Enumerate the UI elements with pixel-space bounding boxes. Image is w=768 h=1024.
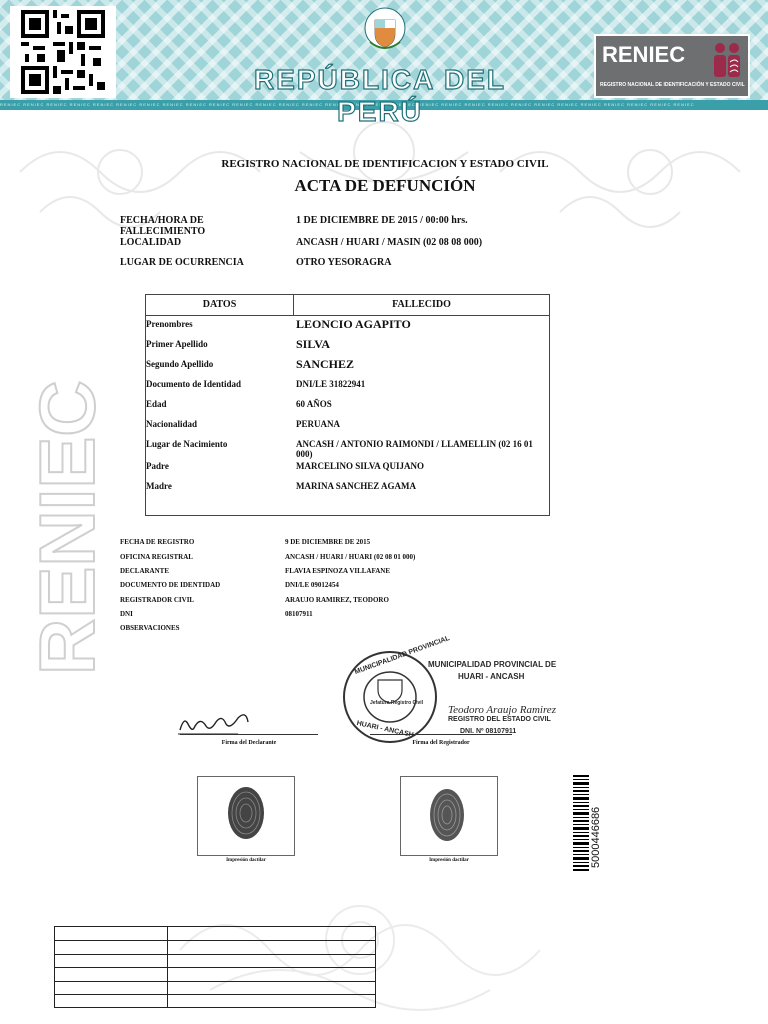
right-fingerprint-caption: Impresión dactilar — [429, 858, 469, 863]
row-value: SILVA — [296, 337, 331, 351]
left-fingerprint-box — [197, 776, 295, 856]
declarant-signature-line — [180, 734, 318, 735]
watermark-text: RENIEC — [23, 380, 111, 675]
background-ornament — [0, 112, 768, 312]
row-value: LEONCIO AGAPITO — [296, 317, 411, 331]
registrar-caption: Firma del Registrador — [412, 740, 470, 746]
column-header-fallecido: FALLECIDO — [392, 299, 451, 310]
column-header-datos: DATOS — [202, 299, 237, 310]
row-value: DNI/LE 31822941 — [296, 379, 366, 389]
side-watermark — [14, 370, 124, 680]
registration-value: ANCASH / HUARI / HUARI (02 08 01 000) — [285, 553, 416, 561]
reniec-logo-subtitle: REGISTRO NACIONAL DE IDENTIFICACIÓN Y ESTADO CIVIL — [600, 82, 745, 88]
row-label: Nacionalidad — [146, 419, 198, 429]
stamp-inner-text: Jefatura Registro Civil — [370, 700, 424, 706]
reniec-fingerprint-icon — [708, 40, 746, 80]
row-label: Prenombres — [146, 319, 193, 329]
reniec-logo-text: RENIEC — [602, 42, 686, 67]
declarant-caption: Firma del Declarante — [221, 740, 277, 746]
registration-label: REGISTRADOR CIVIL — [120, 596, 195, 604]
left-fingerprint-caption: Impresión dactilar — [226, 858, 266, 863]
registration-label: OFICINA REGISTRAL — [120, 553, 193, 561]
registration-label: OBSERVACIONES — [120, 624, 180, 632]
row-label: Lugar de Nacimiento — [146, 439, 228, 449]
barcode-number — [590, 780, 606, 870]
fingerprint-icon — [401, 777, 497, 855]
reniec-logo — [594, 34, 750, 98]
peru-coat-of-arms-icon — [362, 6, 408, 58]
row-value: MARINA SANCHEZ AGAMA — [296, 481, 417, 491]
bottom-table-row — [55, 967, 375, 968]
registration-value: 9 DE DICIEMBRE DE 2015 — [285, 538, 371, 546]
row-label: Primer Apellido — [146, 339, 208, 349]
row-value: 60 AÑOS — [296, 399, 332, 409]
registration-label: DOCUMENTO DE IDENTIDAD — [120, 581, 221, 589]
registration-label: FECHA DE REGISTRO — [120, 538, 195, 546]
fingerprint-icon — [198, 777, 294, 855]
row-value: SANCHEZ — [296, 357, 355, 371]
stamp-line1: MUNICIPALIDAD PROVINCIAL DE — [428, 660, 557, 669]
registration-value: 08107911 — [285, 610, 313, 618]
stamp-line3: REGISTRO DEL ESTADO CIVIL — [448, 716, 551, 723]
row-label: Madre — [146, 481, 172, 491]
row-label: Documento de Identidad — [146, 379, 242, 389]
bottom-table-row — [55, 954, 375, 955]
registry-title: REGISTRO NACIONAL DE IDENTIFICACION Y ESTADO CIVIL — [221, 158, 549, 170]
right-fingerprint-box — [400, 776, 498, 856]
row-label: Padre — [146, 461, 169, 471]
info-label: LUGAR DE OCURRENCIA — [120, 257, 244, 268]
row-label: Segundo Apellido — [146, 359, 214, 369]
registrar-signature-text: Teodoro Araujo Ramirez — [448, 704, 556, 716]
qr-code-icon — [10, 6, 116, 98]
info-value: OTRO YESORAGRA — [296, 257, 392, 268]
deceased-data-table — [145, 294, 550, 516]
country-title: REPÚBLICA DEL PERÚ — [253, 64, 507, 127]
registration-value: ARAUJO RAMIREZ, TEODORO — [285, 596, 389, 604]
info-label: FECHA/HORA DE FALLECIMIENTO — [120, 215, 206, 237]
row-value: PERUANA — [296, 419, 340, 429]
bottom-table-row — [55, 994, 375, 995]
stamp-ring-text: MUNICIPALIDAD PROVINCIAL — [353, 635, 451, 676]
registration-value: FLAVIA ESPINOZA VILLAFANE — [285, 567, 391, 575]
bottom-table — [54, 926, 376, 1008]
stamp-bottom-text: HUARI - ANCASH — [355, 720, 415, 739]
row-label: Edad — [146, 399, 167, 409]
row-value: MARCELINO SILVA QUIJANO — [296, 461, 425, 471]
barcode-number-text: 5000446686 — [590, 806, 602, 868]
stamp-line2: HUARI - ANCASH — [458, 672, 525, 681]
info-value: ANCASH / HUARI / MASIN (02 08 08 000) — [296, 237, 483, 248]
info-label: LOCALIDAD — [120, 237, 182, 248]
document-title: ACTA DE DEFUNCIÓN — [294, 176, 476, 195]
header-divider — [146, 315, 549, 316]
info-value: 1 DE DICIEMBRE DE 2015 / 00:00 hrs. — [296, 215, 468, 226]
registration-value: DNI/LE 09012454 — [285, 581, 339, 589]
bottom-table-row — [55, 940, 375, 941]
stamp-line4: DNI. Nº 08107911 — [460, 728, 517, 735]
registration-label: DNI — [120, 610, 133, 618]
header-strip: RENIEC RENIEC RENIEC RENIEC RENIEC RENIEC RENIEC RENIEC RENIEC RENIEC RENIEC RENIEC RENIEC RENIEC RENIEC RENIEC RENIEC RENIEC RENIEC RENIEC RENIEC RENIEC RENIEC RENIEC RENIEC RENIEC RENIEC RENIEC RENIEC RENIEC — [0, 100, 768, 110]
row-value: ANCASH / ANTONIO RAIMONDI / LLAMELLIN (02 16 01 000) — [296, 439, 533, 459]
bottom-table-row — [55, 981, 375, 982]
registration-label: DECLARANTE — [120, 567, 170, 575]
